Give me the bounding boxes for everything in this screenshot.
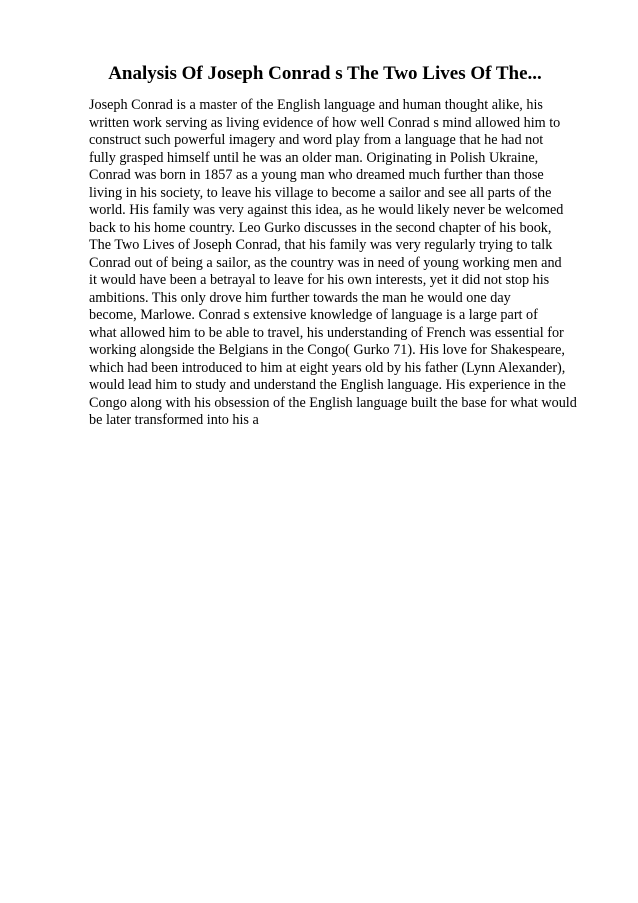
body-line: living in his society, to leave his village to become a sailor and see all parts of the: [89, 184, 552, 201]
body-line: become, Marlowe. Conrad s extensive knowledge of language is a large part of: [89, 307, 538, 323]
document-title: Analysis Of Joseph Conrad s The Two Lives Of The...: [108, 63, 542, 84]
document-body: [89, 97, 609, 430]
body-line: which had been introduced to him at eight years old by his father (Lynn Alexander),: [89, 359, 566, 376]
body-line: would lead him to study and understand the English language. His experience in the: [89, 377, 566, 393]
body-line: written work serving as living evidence of how well Conrad s mind allowed him to: [89, 114, 561, 131]
body-line: construct such powerful imagery and word play from a language that he had not: [89, 132, 544, 148]
body-line: it would have been a betrayal to leave for his own interests, yet it did not stop his: [89, 272, 550, 288]
body-line: Conrad was born in 1857 as a young man who dreamed much further than those: [89, 167, 544, 183]
body-line: world. His family was very against this idea, as he would likely never be welcomed: [89, 202, 564, 218]
body-line: working alongside the Belgians in the Congo( Gurko 71). His love for Shakespeare,: [89, 342, 565, 358]
body-line: Conrad out of being a sailor, as the country was in need of young working men and: [89, 254, 562, 271]
body-line: Joseph Conrad is a master of the English language and human thought alike, his: [89, 97, 543, 113]
body-line: what allowed him to be able to travel, his understanding of French was essential for: [89, 324, 564, 341]
body-line: Congo along with his obsession of the English language built the base for what would: [89, 394, 577, 411]
body-line: The Two Lives of Joseph Conrad, that his family was very regularly trying to talk: [89, 237, 553, 253]
body-line: ambitions. This only drove him further towards the man he would one day: [89, 289, 511, 306]
body-line: fully grasped himself until he was an older man. Originating in Polish Ukraine,: [89, 149, 539, 166]
body-line: back to his home country. Leo Gurko discusses in the second chapter of his book,: [89, 219, 552, 236]
body-line: be later transformed into his a: [89, 412, 259, 428]
